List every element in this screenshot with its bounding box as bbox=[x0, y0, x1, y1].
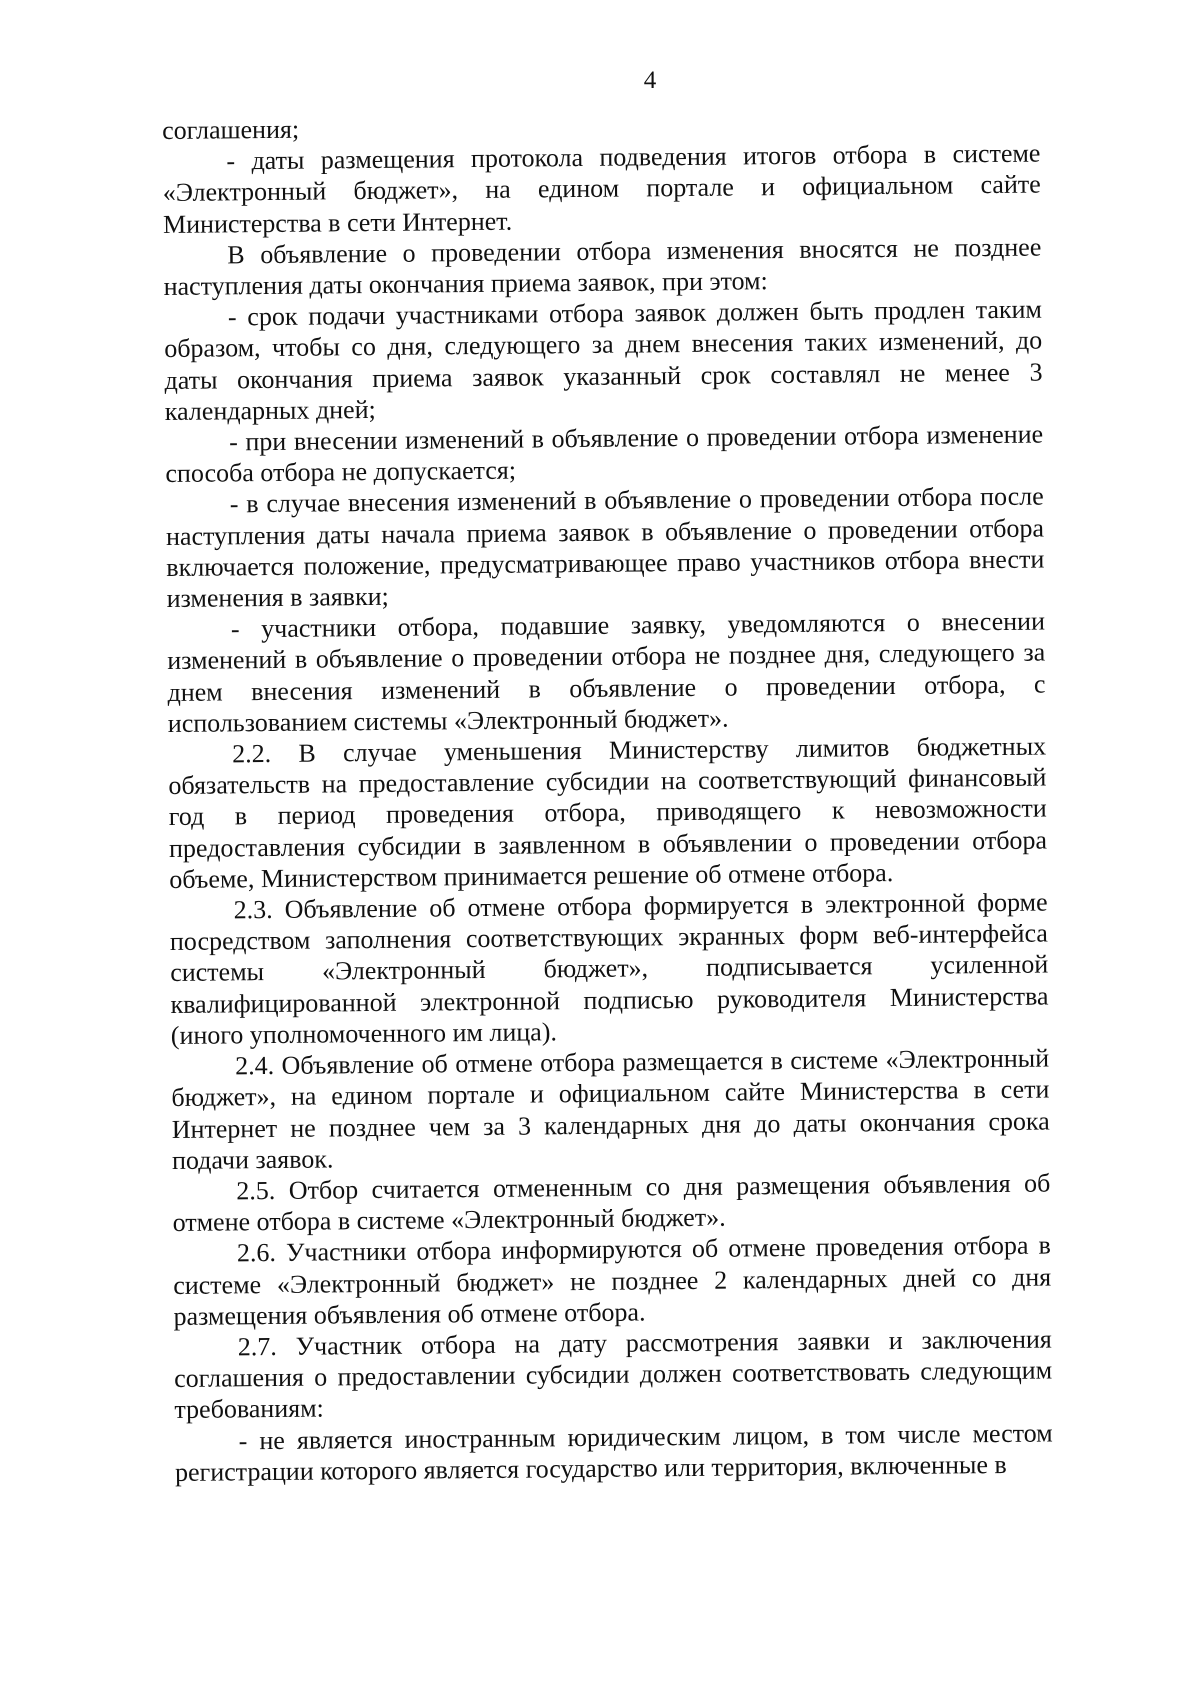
document-body bbox=[162, 107, 1053, 1488]
paragraph-list-item: - участники отбора, подавшие заявку, уведомляются о внесении изменений в объявление о проведении отбора не позднее дня, следующего за днем внесения изменений в объявление о проведении отбора, с использованием системы «Электронный бюджет». bbox=[167, 606, 1046, 738]
paragraph-continuation: соглашения; bbox=[162, 114, 300, 145]
paragraph-list-item: - не является иностранным юридическим лицом, в том числе местом регистрации которого является государство или территория, включенные в bbox=[174, 1418, 1053, 1487]
paragraph-clause-2-3: 2.3. Объявление об отмене отбора формируется в электронной форме посредством заполнения соответствующих экранных форм веб-интерфейса системы «Электронный бюджет», подписывается усиленной квалифицированной электронной подписью руководителя Министерства (иного уполномоченного им лица). bbox=[169, 887, 1049, 1050]
paragraph-clause-2-7: 2.7. Участник отбора на дату рассмотрения заявки и заключения соглашения о предоставлении субсидии должен соответствовать следующим требованиям: bbox=[173, 1324, 1053, 1425]
paragraph-clause-2-5: 2.5. Отбор считается отмененным со дня размещения объявления об отмене отбора в системе «Электронный бюджет». bbox=[172, 1168, 1051, 1238]
page-number: 4 bbox=[643, 67, 657, 94]
paragraph-list-item: - даты размещения протокола подведения итогов отбора в системе «Электронный бюджет», на едином портале и официальном сайте Министерства в сети Интернет. bbox=[162, 138, 1041, 239]
paragraph-list-item: - срок подачи участниками отбора заявок должен быть продлен таким образом, чтобы со дня, следующего за днем внесения таких изменений, до даты окончания приема заявок указанный срок составлял не менее 3 календарных дней; bbox=[164, 294, 1043, 426]
paragraph-list-item: - в случае внесения изменений в объявление о проведении отбора после наступления даты начала приема заявок в объявление о проведении отбора включается положение, предусматривающее право участников отбора внести изменения в заявки; bbox=[165, 481, 1045, 614]
paragraph: В объявление о проведении отбора изменения вносятся не позднее наступления даты окончания приема заявок, при этом: bbox=[163, 232, 1042, 302]
paragraph-clause-2-6: 2.6. Участники отбора информируются об отмене проведения отбора в системе «Электронный бюджет» не позднее 2 календарных дней со дня размещения объявления об отмене отбора. bbox=[173, 1230, 1052, 1331]
paragraph-clause-2-4: 2.4. Объявление об отмене отбора размещается в системе «Электронный бюджет», на едином портале и официальном сайте Министерства в сети Интернет не позднее чем за 3 календарных дня до даты окончания срока подачи заявок. bbox=[171, 1043, 1050, 1175]
paragraph-list-item: - при внесении изменений в объявление о проведении отбора изменение способа отбора не допускается; bbox=[165, 419, 1044, 489]
paragraph-clause-2-2: 2.2. В случае уменьшения Министерству лимитов бюджетных обязательств на предоставление субсидии на соответствующий финансовый год в период проведения отбора, приводящего к невозможности предоставления субсидии в заявленном в объявлении о проведении отбора объеме, Министерством принимается решение об отмене отбора. bbox=[168, 731, 1048, 894]
